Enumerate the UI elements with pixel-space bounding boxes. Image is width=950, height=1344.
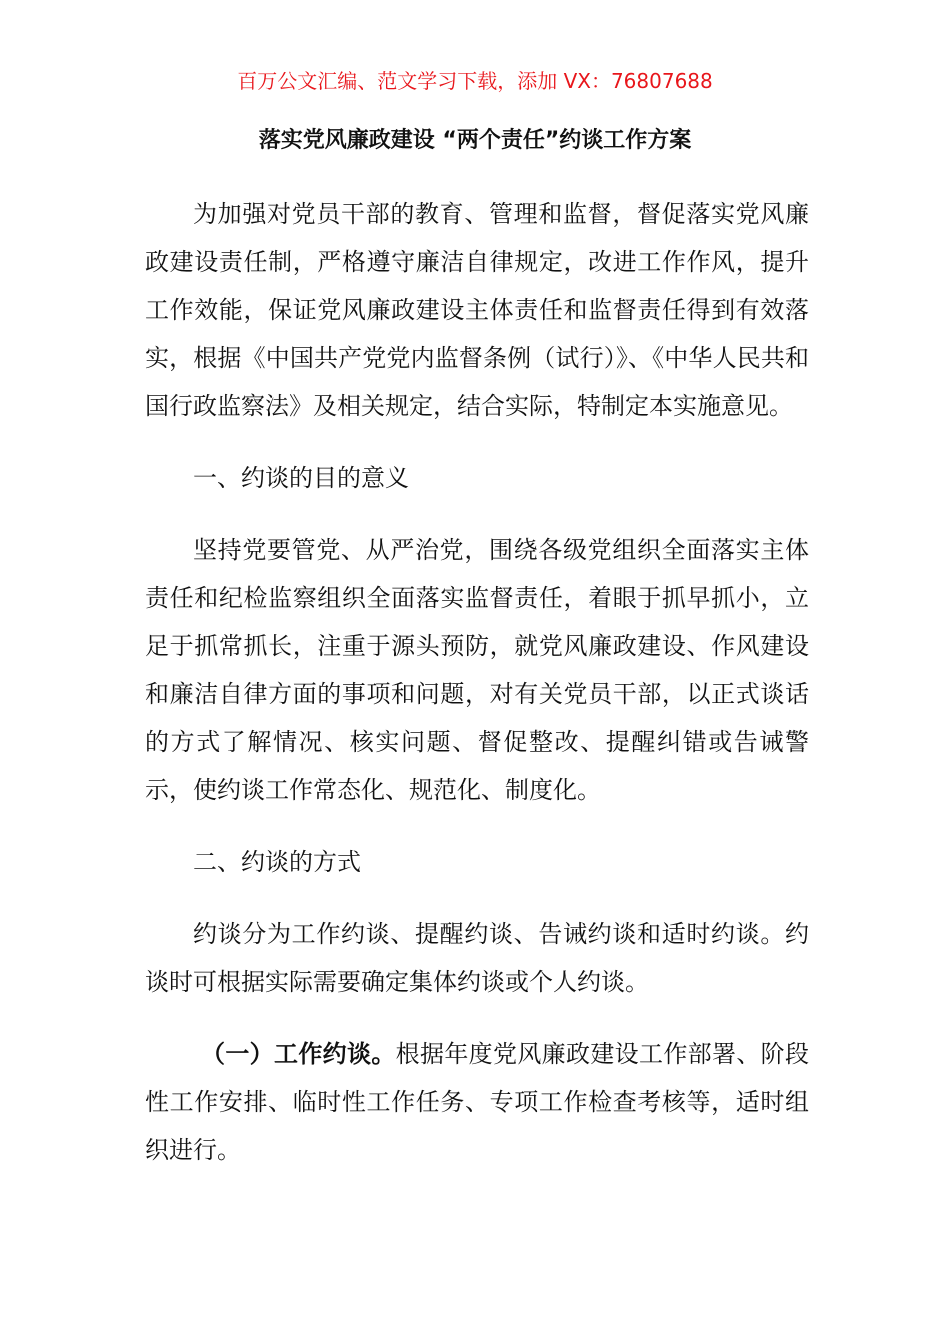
- document-title: 落实党风廉政建设 “两个责任”约谈工作方案: [258, 128, 692, 153]
- item-work-talk-lead: （一）工作约谈。: [201, 1040, 396, 1068]
- intro-paragraph: 为加强对党员干部的教育、管理和监督，督促落实党风廉政建设责任制，严格遵守廉洁自律规定，改进工作作风，提升工作效能，保证党风廉政建设主体责任和监督责任得到有效落实，根据《中国共产党党内监督条例（试行）》、《中华人民共和国行政监察法》及相关规定，结合实际，特制定本实施意见。: [145, 200, 809, 420]
- section-purpose-paragraph: 坚持党要管党、从严治党，围绕各级党组织全面落实主体责任和纪检监察组织全面落实监督责任，着眼于抓早抓小，立足于抓常抓长，注重于源头预防，就党风廉政建设、作风建设和廉洁自律方面的事项和问题，对有关党员干部，以正式谈话的方式了解情况、核实问题、督促整改、提醒纠错或告诫警示，使约谈工作常态化、规范化、制度化。: [145, 536, 809, 804]
- header-contact-note: 百万公文汇编、范文学习下载，添加 VX：76807688: [237, 69, 713, 93]
- item-work-talk-paragraph: [145, 1030, 809, 1174]
- section-heading-purpose: 一、约谈的目的意义: [193, 464, 409, 492]
- section-heading-methods: 二、约谈的方式: [193, 848, 361, 876]
- document-body: [145, 190, 809, 1174]
- section-methods-paragraph: 约谈分为工作约谈、提醒约谈、告诫约谈和适时约谈。约谈时可根据实际需要确定集体约谈或个人约谈。: [145, 920, 809, 996]
- item-work-talk-text: 根据年度党风廉政建设工作部署、阶段性工作安排、临时性工作任务、专项工作检查考核等，适时组织进行。: [145, 1040, 810, 1164]
